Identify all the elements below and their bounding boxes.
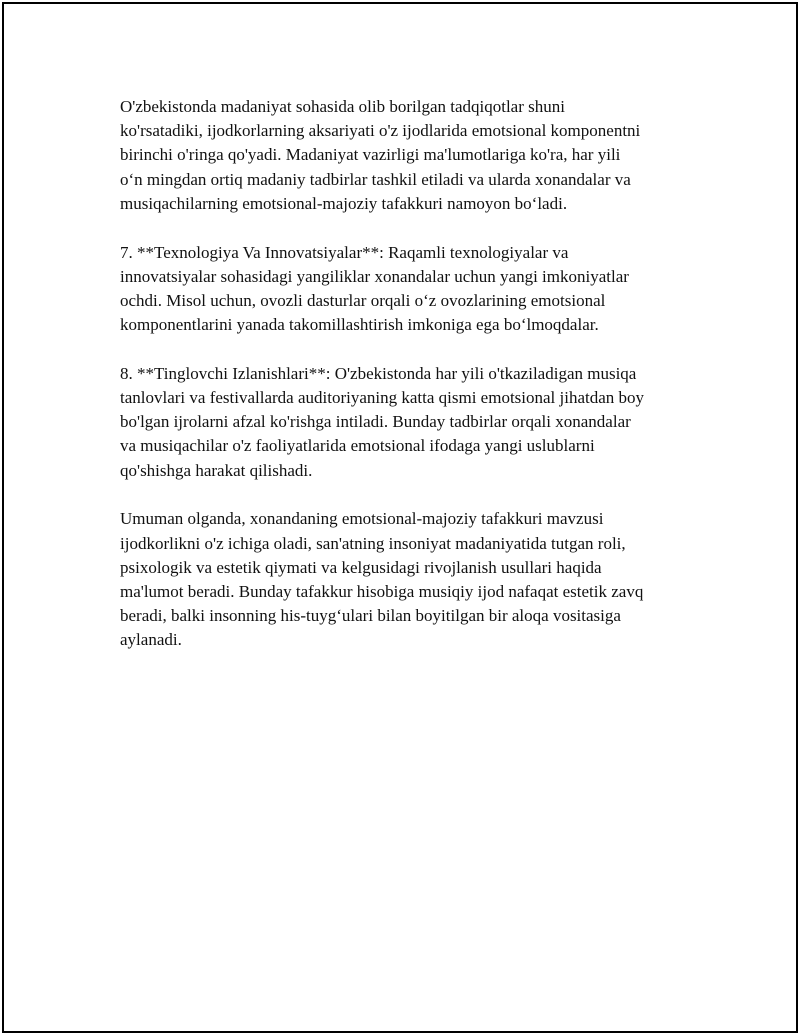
paragraph-item-7: 7. **Texnologiya Va Innovatsiyalar**: Raqamli texnologiyalar va innovatsiyalar sohasidagi yangiliklar xonandalar uchun yangi imkoniyatlar ochdi. Misol uchun, ovozli dasturlar orqali o‘z ovozlarining emotsional komponentlarini yanada takomillashtirish imkoniga ega bo‘lmoqdalar.	[120, 242, 629, 335]
paragraph-item-8: 8. **Tinglovchi Izlanishlari**: O'zbekistonda har yili o'tkaziladigan musiqa tanlovlari va festivallarda auditoriyaning katta qismi emotsional jihatdan boy bo'lgan ijrolarni afzal ko'rishga intiladi. Bunday tadbirlar orqali xonandalar va musiqachilar o'z faoliyatlarida emotsional ifodaga yangi uslublarni qo'shishga harakat qilishadi.	[120, 363, 645, 480]
paragraph-intro: O'zbekistonda madaniyat sohasida olib borilgan tadqiqotlar shuni ko'rsatadiki, ijodkorlarning aksariyati o'z ijodlarida emotsional komponentni birinchi o'ringa qo'yadi. Madaniyat vazirligi ma'lumotlariga ko'ra, har yili o‘n mingdan ortiq madaniy tadbirlar tashkil etiladi va ularda xonandalar va musiqachilarning emotsional-majoziy tafakkuri namoyon bo‘ladi.	[120, 97, 641, 213]
document-body	[120, 95, 692, 677]
document-page	[2, 2, 798, 1033]
paragraph-conclusion: Umuman olganda, xonandaning emotsional-majoziy tafakkuri mavzusi ijodkorlikni o'z ichiga oladi, san'atning insoniyat madaniyatida tutgan roli, psixologik va estetik qiymati va kelgusidagi rivojlanish usullari haqida ma'lumot beradi. Bunday tafakkur hisobiga musiqiy ijod nafaqat estetik zavq beradi, balki insonning his-tuyg‘ulari bilan boyitilgan bir aloqa vositasiga aylanadi.	[120, 509, 644, 650]
